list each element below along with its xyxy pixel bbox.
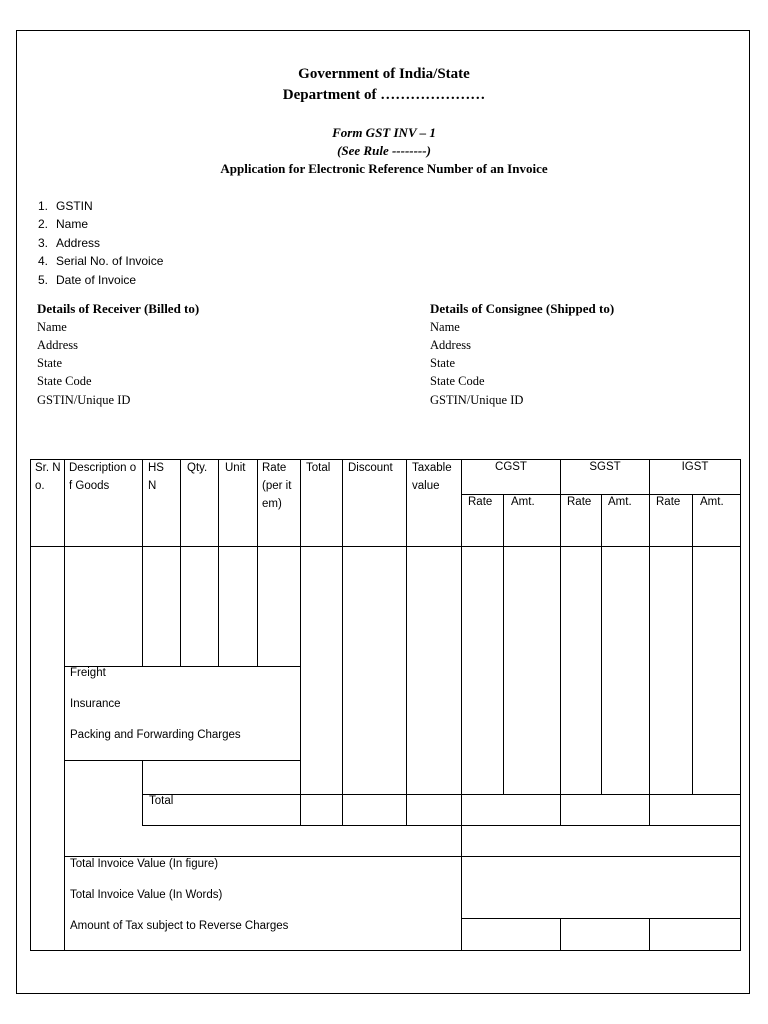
cgst-amt-header: Amt. <box>511 496 535 508</box>
col-header-total: Total <box>306 462 331 474</box>
col-header-sgst: SGST <box>589 461 621 473</box>
charge-insurance: Insurance <box>70 698 121 710</box>
field-gstin: GSTIN <box>56 199 93 213</box>
field-number: 4. <box>38 254 49 268</box>
col-header-description: Description of Goods <box>69 462 137 492</box>
col-header-unit: Unit <box>225 462 246 474</box>
receiver-state: State <box>37 356 62 370</box>
consignee-state-code: State Code <box>430 374 485 388</box>
col-header-hsn: HSN <box>148 462 164 492</box>
field-number: 3. <box>38 236 49 250</box>
receiver-state-code: State Code <box>37 374 92 388</box>
receiver-gstin: GSTIN/Unique ID <box>37 393 131 407</box>
consignee-address: Address <box>430 338 471 352</box>
cgst-rate-header: Rate <box>468 496 493 508</box>
total-row-label: Total <box>149 795 174 807</box>
field-number: 1. <box>38 199 49 213</box>
department-title: Department of ………………… <box>282 87 486 103</box>
consignee-gstin: GSTIN/Unique ID <box>430 393 524 407</box>
consignee-state: State <box>430 356 455 370</box>
govt-title: Government of India/State <box>298 66 470 82</box>
charge-freight: Freight <box>70 667 106 679</box>
charge-packing: Packing and Forwarding Charges <box>70 729 241 741</box>
field-number: 5. <box>38 273 49 287</box>
field-address: Address <box>56 236 101 250</box>
sgst-rate-header: Rate <box>567 496 592 508</box>
total-invoice-value-figure: Total Invoice Value (In figure) <box>70 858 219 870</box>
form-number: Form GST INV – 1 <box>332 125 436 140</box>
rule-reference: (See Rule --------) <box>337 143 431 158</box>
field-name: Name <box>56 217 89 231</box>
sgst-amt-header: Amt. <box>608 496 632 508</box>
field-date: Date of Invoice <box>56 273 137 287</box>
consignee-name: Name <box>430 320 460 334</box>
receiver-title: Details of Receiver (Billed to) <box>37 301 200 316</box>
total-invoice-value-words: Total Invoice Value (In Words) <box>70 889 223 901</box>
consignee-title: Details of Consignee (Shipped to) <box>430 301 615 316</box>
col-header-discount: Discount <box>348 462 393 474</box>
reverse-charge-tax: Amount of Tax subject to Reverse Charges <box>70 920 289 932</box>
igst-amt-header: Amt. <box>700 496 724 508</box>
col-header-rate: Rate (per item) <box>262 462 292 510</box>
col-header-cgst: CGST <box>495 461 527 473</box>
field-number: 2. <box>38 217 49 231</box>
receiver-name: Name <box>37 320 67 334</box>
field-serial-no: Serial No. of Invoice <box>56 254 164 268</box>
col-header-sr-no: Sr. No. <box>35 462 61 492</box>
col-header-igst: IGST <box>681 461 709 473</box>
receiver-address: Address <box>37 338 78 352</box>
igst-rate-header: Rate <box>656 496 681 508</box>
col-header-qty: Qty. <box>187 462 208 474</box>
col-header-taxable-value: Taxable value <box>412 462 452 492</box>
form-subtitle: Application for Electronic Reference Number of an Invoice <box>220 161 548 176</box>
